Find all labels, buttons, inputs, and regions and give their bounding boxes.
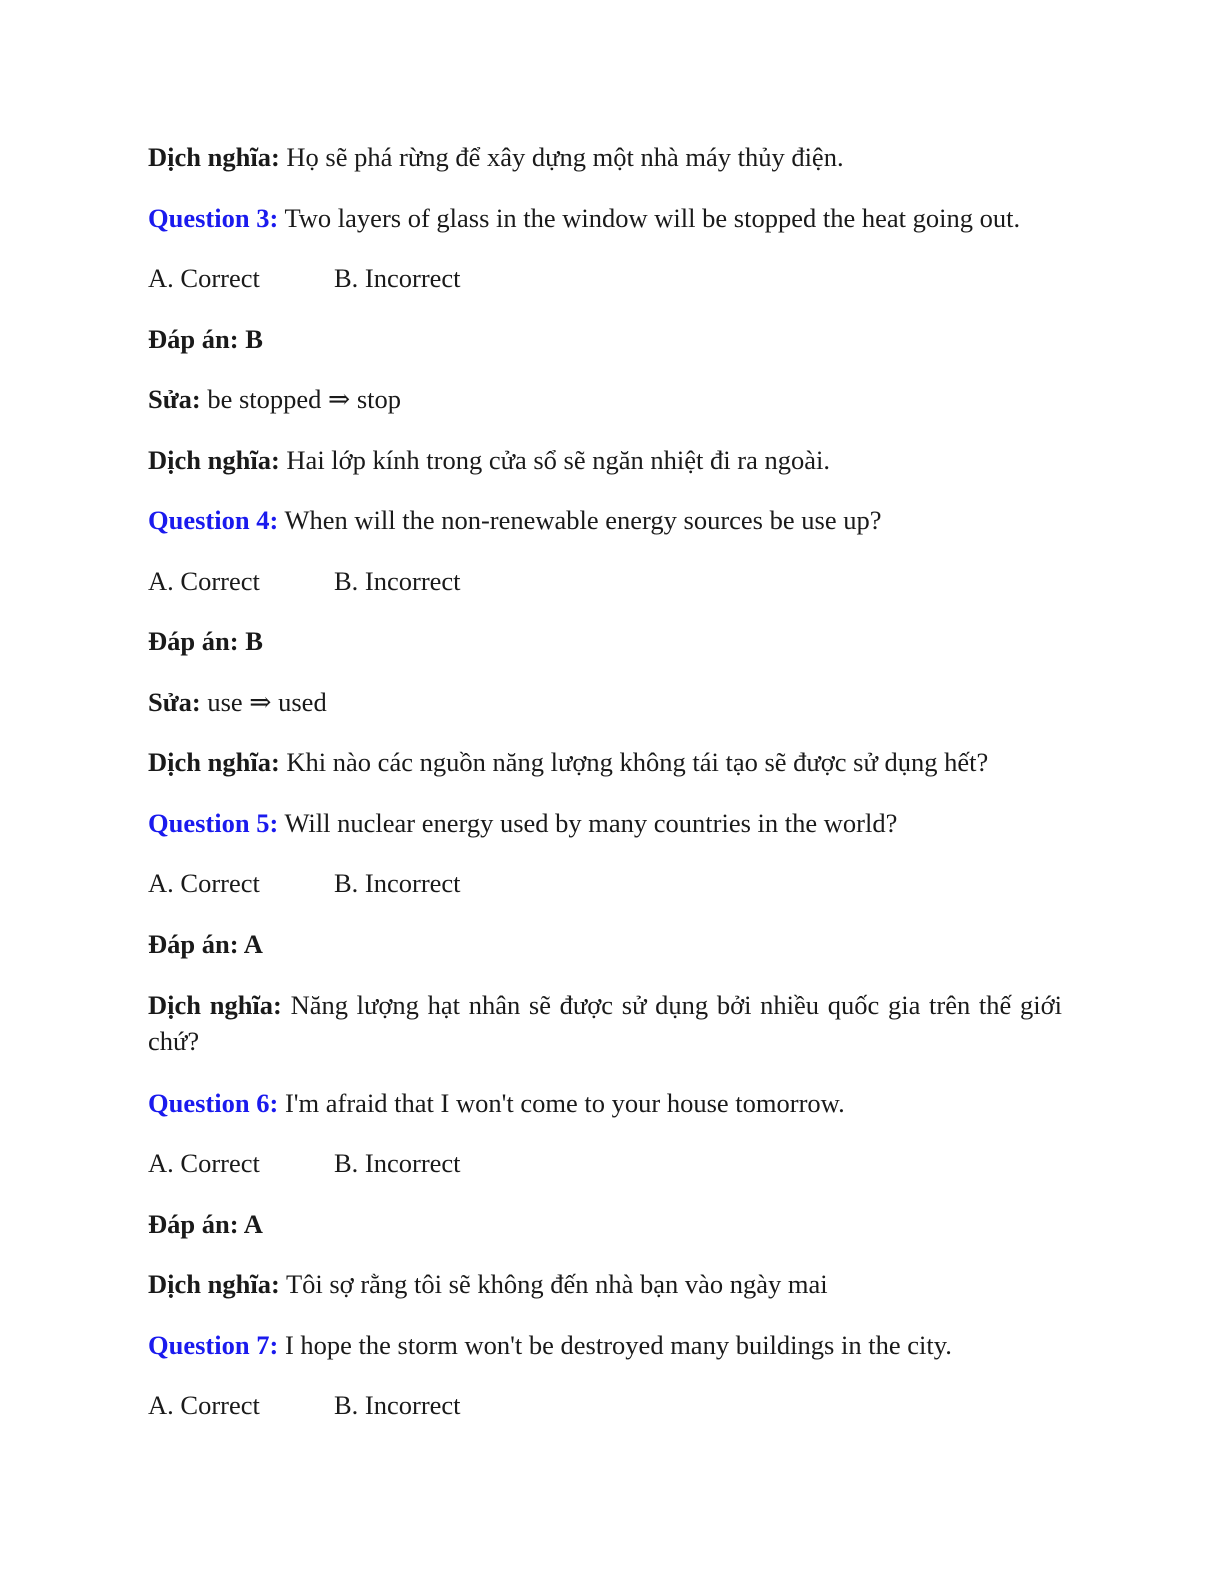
- translation-line: [148, 987, 1062, 1059]
- fix-label: Sửa:: [148, 686, 201, 717]
- translation-text: Hai lớp kính trong cửa sổ sẽ ngăn nhiệt đi ra ngoài.: [279, 444, 830, 475]
- option-a: A. Correct: [148, 1148, 260, 1178]
- answer-line: Đáp án: B: [148, 323, 263, 354]
- translation-line: [148, 443, 1062, 477]
- translation-label: Dịch nghĩa:: [148, 1269, 280, 1299]
- question-6: [148, 1086, 1062, 1120]
- option-b: B. Incorrect: [334, 565, 461, 596]
- answer-line: Đáp án: B: [148, 626, 263, 656]
- fix-line: [148, 382, 1062, 416]
- translation-label: Dịch nghĩa:: [148, 747, 280, 777]
- option-b: B. Incorrect: [334, 868, 461, 898]
- question-label: Question 3:: [148, 202, 279, 233]
- options-line: [148, 261, 1062, 295]
- option-b: B. Incorrect: [334, 1390, 461, 1420]
- options-line: [148, 564, 1062, 598]
- answer-line: Đáp án: A: [148, 928, 263, 959]
- translation-text: Năng lượng hạt nhân sẽ được sử dụng bởi nhiều quốc gia trên thế giới chứ?: [148, 990, 1062, 1056]
- translation-text: Tôi sợ rằng tôi sẽ không đến nhà bạn vào ngày mai: [279, 1269, 828, 1299]
- fix-label: Sửa:: [148, 384, 201, 414]
- options-line: [148, 866, 1062, 900]
- options-line: [148, 1146, 1062, 1180]
- translation-text: Khi nào các nguồn năng lượng không tái tạo sẽ được sử dụng hết?: [279, 747, 989, 777]
- translation-line: [148, 1267, 1062, 1301]
- translation-line: [148, 140, 1062, 174]
- translation-label: Dịch nghĩa:: [148, 444, 280, 475]
- document-page: [148, 140, 1062, 1449]
- question-7: [148, 1328, 1062, 1362]
- question-text: I hope the storm won't be destroyed many buildings in the city.: [278, 1329, 952, 1360]
- question-label: Question 5:: [148, 807, 279, 838]
- question-label: Question 6:: [148, 1087, 279, 1118]
- question-label: Question 7:: [148, 1329, 279, 1360]
- question-text: I'm afraid that I won't come to your house tomorrow.: [278, 1087, 845, 1118]
- question-5: [148, 806, 1062, 840]
- option-a: A. Correct: [148, 868, 260, 898]
- translation-line: [148, 745, 1062, 779]
- option-a: A. Correct: [148, 565, 260, 596]
- options-line: [148, 1388, 1062, 1422]
- answer-line: Đáp án: A: [148, 1208, 263, 1239]
- question-text: Will nuclear energy used by many countries in the world?: [278, 807, 898, 838]
- option-a: A. Correct: [148, 263, 260, 293]
- translation-label: Dịch nghĩa:: [148, 142, 280, 172]
- translation-text: Họ sẽ phá rừng để xây dựng một nhà máy thủy điện.: [279, 142, 844, 172]
- question-text: When will the non-renewable energy sources be use up?: [278, 505, 882, 535]
- question-label: Question 4:: [148, 505, 279, 535]
- question-3: [148, 201, 1062, 235]
- option-b: B. Incorrect: [334, 263, 461, 293]
- fix-line: [148, 685, 1062, 719]
- question-text: Two layers of glass in the window will be stopped the heat going out.: [278, 202, 1021, 233]
- option-b: B. Incorrect: [334, 1148, 461, 1178]
- option-a: A. Correct: [148, 1390, 260, 1420]
- question-4: [148, 503, 1062, 537]
- fix-text: be stopped ⇒ stop: [200, 384, 402, 414]
- fix-text: use ⇒ used: [200, 686, 327, 717]
- translation-label: Dịch nghĩa:: [148, 990, 282, 1020]
